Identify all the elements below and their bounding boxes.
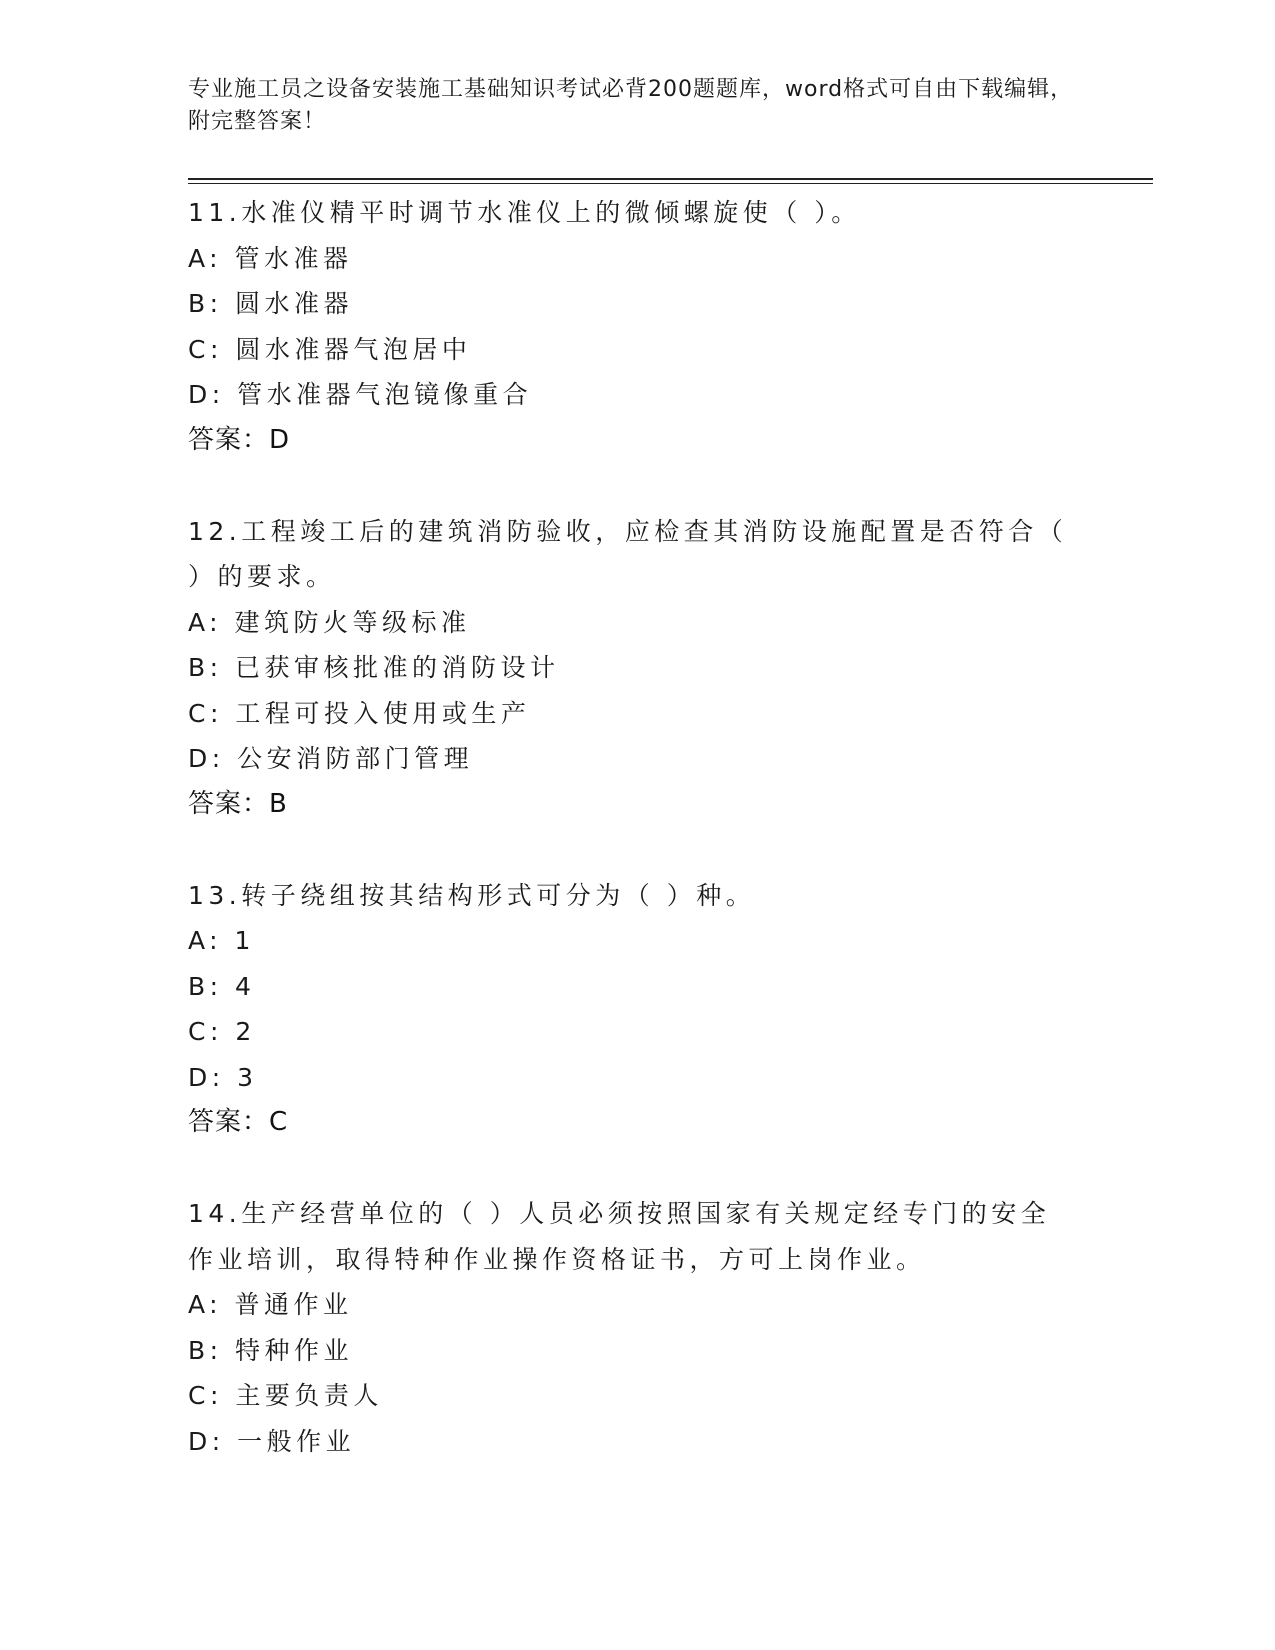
question-12 <box>188 509 1068 828</box>
question-stem: 13.转子绕组按其结构形式可分为（ ）种。 <box>188 880 756 910</box>
question-stem: 14.生产经营单位的（ ）人员必须按照国家有关规定经专门的安全作业培训，取得特种作业操作资格证书，方可上岗作业。 <box>188 1199 1051 1274</box>
question-spacer <box>188 827 1068 873</box>
option-b: B: 4 <box>188 971 256 1001</box>
option-c: C: 工程可投入使用或生产 <box>188 698 531 728</box>
option-c: C: 主要负责人 <box>188 1381 383 1410</box>
option-c: C: 2 <box>188 1017 256 1046</box>
header-divider-thick <box>188 178 1153 180</box>
answer-line: 答案：C <box>188 1107 289 1137</box>
option-b: B: 已获审核批准的消防设计 <box>188 653 560 682</box>
question-spacer <box>188 1146 1068 1192</box>
question-list <box>188 190 1068 1464</box>
option-a: A: 1 <box>188 926 255 955</box>
answer-line: 答案：D <box>188 424 291 455</box>
option-a: A: 建筑防火等级标准 <box>188 607 471 637</box>
answer-line: 答案：B <box>188 788 288 819</box>
option-d: D: 管水准器气泡镜像重合 <box>188 380 533 409</box>
question-stem: 12.工程竣工后的建筑消防验收，应检查其消防设施配置是否符合（ ）的要求。 <box>188 516 1068 591</box>
option-d: D: 3 <box>188 1062 258 1092</box>
question-14 <box>188 1191 1068 1464</box>
option-a: A: 管水准器 <box>188 243 353 273</box>
question-11 <box>188 190 1068 463</box>
option-b: B: 特种作业 <box>188 1335 354 1365</box>
option-c: C: 圆水准器气泡居中 <box>188 334 472 364</box>
option-b: B: 圆水准器 <box>188 289 354 318</box>
option-a: A: 普通作业 <box>188 1290 353 1319</box>
header-divider-thin <box>188 183 1153 184</box>
option-d: D: 公安消防部门管理 <box>188 744 474 773</box>
question-spacer <box>188 463 1068 509</box>
question-stem: 11.水准仪精平时调节水准仪上的微倾螺旋使（ ）。 <box>188 198 861 227</box>
option-d: D: 一般作业 <box>188 1426 356 1456</box>
document-title: 专业施工员之设备安装施工基础知识考试必背200题题库，word格式可自由下载编辑，附完整答案！ <box>188 77 1074 134</box>
question-13 <box>188 873 1068 1146</box>
